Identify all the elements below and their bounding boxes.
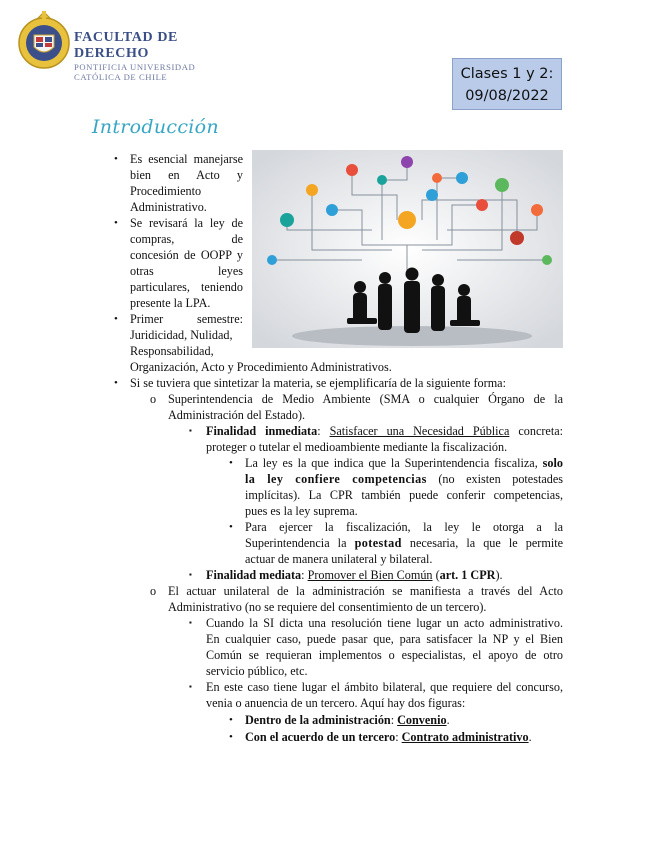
bullet-dot: • — [114, 153, 118, 165]
finalidad-mediata-label: Finalidad mediata — [206, 568, 302, 582]
bullet-text: Responsabilidad, — [130, 344, 214, 358]
sub2-line3: actuar de manera unilateral y bilateral. — [245, 552, 433, 566]
university-seal-logo — [18, 10, 70, 72]
class-date: 09/08/2022 — [465, 88, 549, 104]
bien-comun-link: Promover el Bien Común — [307, 568, 433, 582]
faculty-title: FACULTAD DE DERECHO — [74, 30, 178, 61]
bullet-text: Primer semestre: — [130, 312, 243, 326]
sub2-line1: Para ejercer la fiscalización, la ley le otorga a la — [245, 520, 563, 534]
bullet-text: Juridicidad, Nulidad, — [130, 328, 233, 342]
actuar-line1: El actuar unilateral de la administración se manifiesta a través del Acto — [168, 584, 563, 598]
bullet-text: Administrativo. — [130, 200, 207, 214]
square-bullet: ▪ — [189, 426, 192, 435]
bullet-dot: • — [229, 731, 233, 743]
bullet-dot: • — [114, 377, 118, 389]
figure2-label: Con el acuerdo de un tercero — [245, 730, 396, 744]
bullet-dot: • — [229, 521, 233, 533]
section-title: Introducción — [92, 116, 219, 138]
figure-convenio: Dentro de la administración: Convenio. — [245, 713, 450, 727]
item2-line2: venia o anuencia de un tercero. Aquí hay dos figuras: — [206, 696, 466, 710]
figure1-label: Dentro de la administración — [245, 713, 391, 727]
square-bullet: ▪ — [189, 570, 192, 579]
synthesis-text: Si se tuviera que sintetizar la materia, se ejemplificaría de la siguiente forma: — [130, 376, 506, 390]
bullet-dot: • — [114, 217, 118, 229]
necesidad-publica-link: Satisfacer una Necesidad Pública — [329, 424, 510, 438]
bullet-dot: • — [114, 313, 118, 325]
university-name-line2: CATÓLICA DE CHILE — [74, 72, 168, 82]
finalidad-inmediata-line1: Finalidad inmediata: Satisfacer una Necesidad Pública concreta: — [206, 424, 563, 438]
sub1-line1-text: La ley es la que indica que la Superintendencia fiscaliza, — [245, 456, 543, 470]
sub2-line2-rest: necesaria, la que le permite — [401, 536, 563, 550]
bullet-text: Procedimiento — [130, 184, 202, 198]
finalidad-inmediata-line2: proteger o tutelar el medioambiente mediante la fiscalización. — [206, 440, 508, 454]
university-name-line1: PONTIFICIA UNIVERSIDAD — [74, 62, 196, 72]
finalidad-mediata: Finalidad mediata: Promover el Bien Común (art. 1 CPR). — [206, 568, 503, 582]
sma-text-line2: Administración del Estado). — [168, 408, 306, 422]
bullet-dot: • — [229, 457, 233, 469]
circle-bullet: o — [150, 392, 157, 406]
ley-confiere-bold: la ley confiere competencias — [245, 472, 427, 486]
bullet-text: Organización, Acto y Procedimiento Administrativos. — [130, 360, 392, 374]
actuar-line2: Administrativo (no se requiere del consentimiento de un tercero). — [168, 600, 487, 614]
class-label: Clases 1 y 2: — [460, 66, 554, 82]
sma-text-line1: Superintendencia de Medio Ambiente (SMA o cualquier Órgano de la — [168, 392, 563, 406]
square-bullet: ▪ — [189, 618, 192, 627]
circle-bullet: o — [150, 584, 157, 598]
item2-line1: En este caso tiene lugar el ámbito bilateral, que requiere del concurso, — [206, 680, 563, 694]
bullet-text: bien en Acto y — [130, 168, 243, 182]
sub1-line2-text: (no existen potestades — [426, 472, 563, 486]
bullet-text: compras, de — [130, 232, 243, 246]
sub1-line2 — [245, 471, 563, 487]
faculty-header — [18, 10, 248, 82]
sub1-line1 — [245, 455, 563, 471]
sub2-line2 — [245, 535, 563, 551]
solo-bold: solo — [542, 456, 563, 470]
bullet-text: concesión de OOPP y — [130, 248, 243, 262]
sub1-line3: implícitas). La CPR también puede conferir competencias, — [245, 488, 563, 502]
bullet-text: Es esencial manejarse — [130, 152, 243, 166]
finalidad-inmediata-label: Finalidad inmediata — [206, 424, 318, 438]
article-reference: art. 1 CPR — [439, 568, 496, 582]
bullet-text: particulares, teniendo — [130, 280, 243, 294]
finalidad-inmediata-rest: concreta: — [509, 424, 563, 438]
square-bullet: ▪ — [189, 682, 192, 691]
item1-line3: Común se requieran implementos o especialistas, el apoyo de otro — [206, 648, 563, 662]
item1-line4: servicio público, etc. — [206, 664, 308, 678]
bullet-text: otras leyes — [130, 264, 243, 278]
item1-line2: En cualquier caso, puede pasar que, para satisfacer la NP y el Bien — [206, 632, 563, 646]
bullet-text: Se revisará la ley de — [130, 216, 243, 230]
bullet-text: presente la LPA. — [130, 296, 211, 310]
business-network-illustration — [252, 150, 563, 348]
sub1-line4: pues es la ley suprema. — [245, 504, 358, 518]
bullet-dot: • — [229, 714, 233, 726]
figure-contrato: Con el acuerdo de un tercero: Contrato administrativo. — [245, 730, 532, 744]
class-date-box — [452, 58, 562, 110]
item1-line1: Cuando la SI dicta una resolución tiene lugar un acto administrativo. — [206, 616, 563, 630]
convenio-link: Convenio — [397, 713, 447, 727]
contrato-link: Contrato administrativo — [401, 730, 529, 744]
sub2-line2-text: Superintendencia la — [245, 536, 355, 550]
potestad-bold: potestad — [354, 536, 402, 550]
